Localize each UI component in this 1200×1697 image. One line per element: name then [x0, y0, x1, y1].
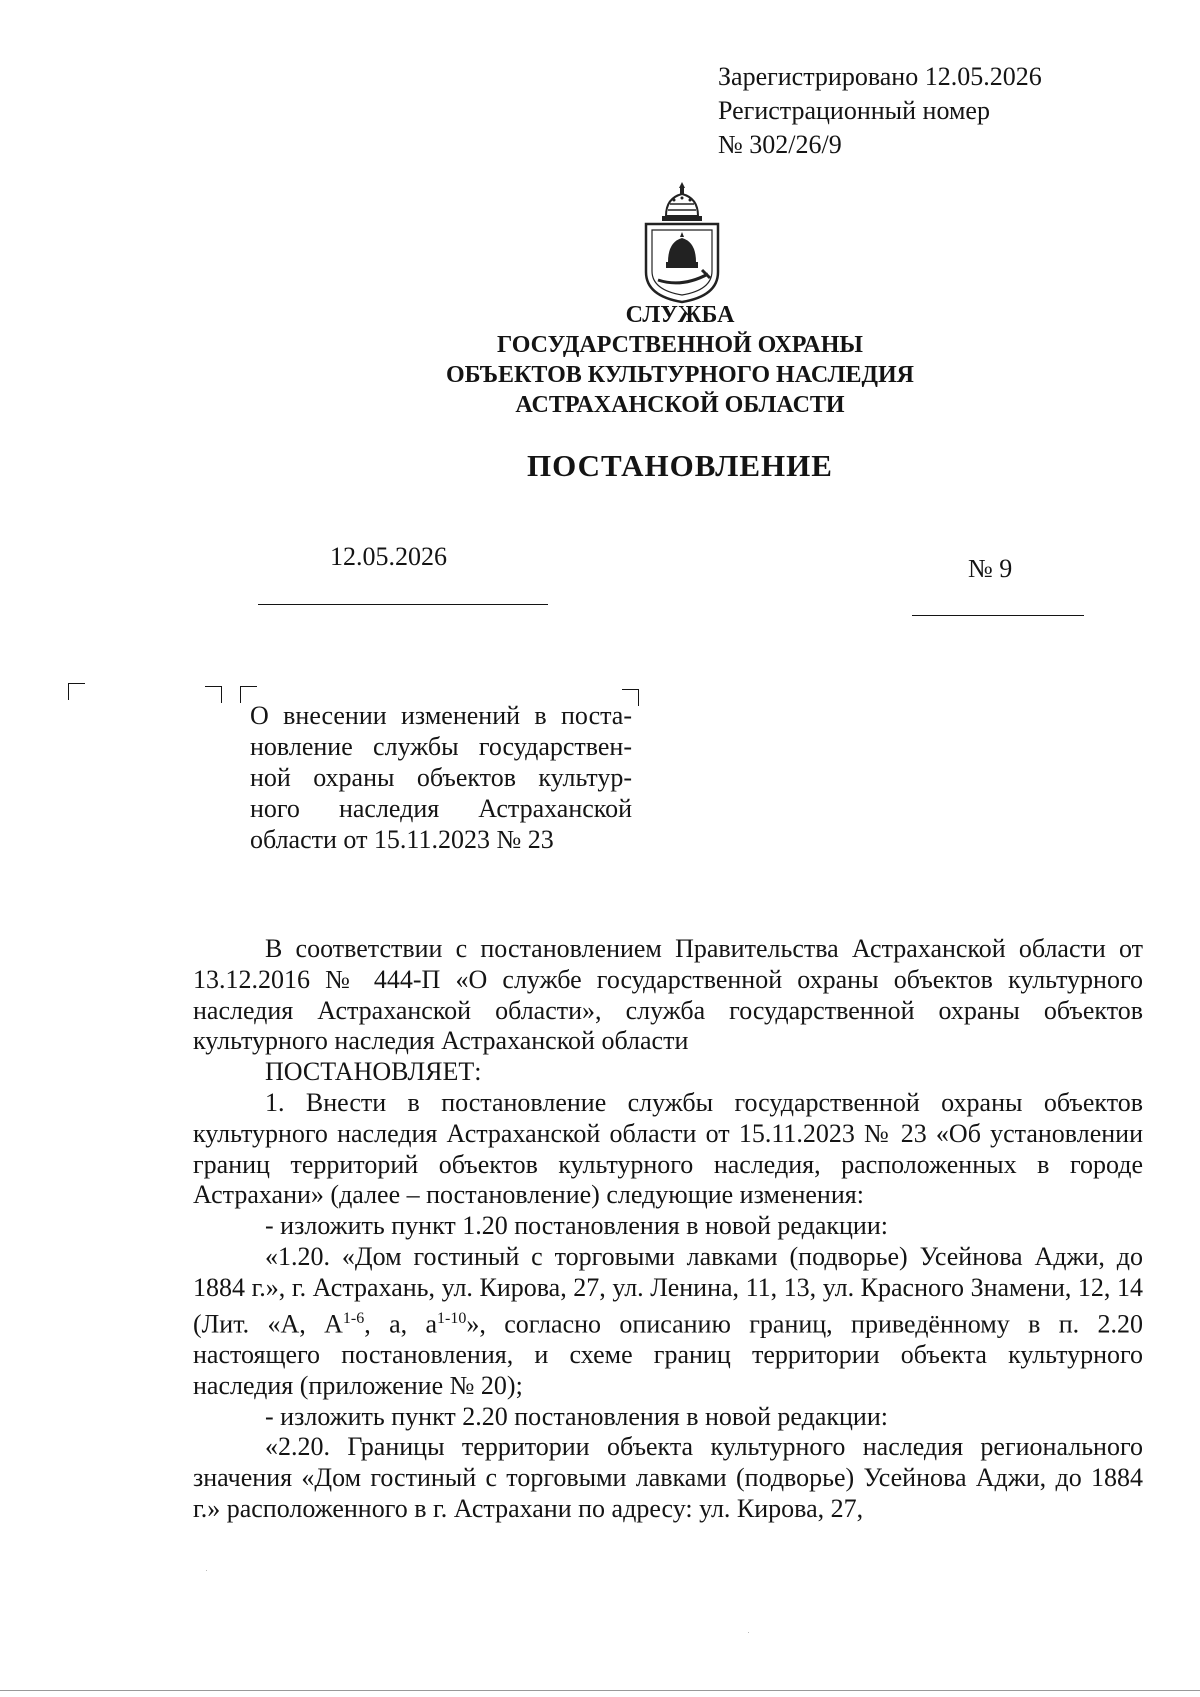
- document-type-title: ПОСТАНОВЛЕНИЕ: [527, 448, 833, 483]
- document-number: № 9: [968, 554, 1013, 583]
- quote-1-paragraph: [193, 1242, 1143, 1402]
- date-underline: [258, 604, 548, 605]
- left-margin-corner-mark: [68, 683, 85, 700]
- quote-1-superscript-b: 1-10: [437, 1309, 467, 1327]
- number-underline: [912, 615, 1084, 616]
- organization-line-4: АСТРАХАНСКОЙ ОБЛАСТИ: [515, 392, 845, 418]
- registration-number: № 302/26/9: [718, 130, 842, 159]
- organization-line-3: ОБЪЕКТОВ КУЛЬТУРНОГО НАСЛЕДИЯ: [446, 362, 914, 388]
- document-date: 12.05.2026: [330, 542, 447, 571]
- quote-1-text-a: «1.20. «Дом гостиный с торговыми лавками (подворье) Усейнова Аджи, до 1884 г.», г. Астрахань, ул. Кирова, 27, ул. Ленина, 11, 13, ул. Красного Знамени, 12, 14 (Лит. «А, А: [193, 1241, 1143, 1339]
- subject-line-4: ного наследия Астраханской: [250, 794, 632, 823]
- organization-line-2: ГОСУДАРСТВЕННОЙ ОХРАНЫ: [497, 332, 863, 358]
- organization-name: [300, 300, 1060, 420]
- quote-1-text-c: », согласно описанию границ, приведённому в п. 2.20 настоящего постановления, и схеме границ территории объекта культурного наследия (приложение № 20);: [193, 1309, 1144, 1400]
- page-bottom-edge: [0, 1690, 1200, 1691]
- subject-line-1: О внесении изменений в поста-: [250, 701, 632, 730]
- scan-speck: [206, 1570, 207, 1571]
- resolves-heading: ПОСТАНОВЛЯЕТ:: [265, 1057, 482, 1087]
- registration-date: Зарегистрировано 12.05.2026: [718, 62, 1042, 91]
- preamble-paragraph: В соответствии с постановлением Правительства Астраханской области от 13.12.2016 № 444-П «О службе государственной охраны объектов культурного наследия Астраханской области», служба государственной охраны объектов культурного наследия Астраханской области: [193, 934, 1143, 1056]
- registration-number-label: Регистрационный номер: [718, 96, 990, 125]
- quote-1-superscript-a: 1-6: [342, 1309, 365, 1327]
- quote-2-paragraph: «2.20. Границы территории объекта культурного наследия регионального значения «Дом гостиный с торговыми лавками (подворье) Усейнова Аджи, до 1884 г.» расположенного в г. Астрахани по адресу: ул. Кирова, 27,: [193, 1432, 1143, 1523]
- bullet-2-paragraph: - изложить пункт 2.20 постановления в новой редакции:: [265, 1401, 888, 1431]
- bullet-1-paragraph: - изложить пункт 1.20 постановления в новой редакции:: [265, 1211, 888, 1241]
- scan-speck: [748, 1632, 749, 1633]
- organization-line-1: СЛУЖБА: [625, 302, 735, 328]
- subject-line-3: ной охраны объектов культур-: [250, 763, 632, 792]
- astrakhan-coat-of-arms-icon: [640, 180, 724, 306]
- subject-line-2: новление службы государствен-: [250, 732, 632, 761]
- quote-1-text-b: , а, а: [364, 1309, 438, 1339]
- document-body: [193, 934, 1143, 1525]
- document-subject: [250, 700, 632, 855]
- item-1-paragraph: 1. Внести в постановление службы государственной охраны объектов культурного наследия Астраханской области от 15.11.2023 № 23 «Об установлении границ территорий объектов культурного наследия, расположенных в городе Астрахани» (далее – постановление) следующие изменения:: [193, 1087, 1143, 1210]
- subject-line-5: области от 15.11.2023 № 23: [250, 825, 554, 854]
- subject-bracket-top-left-a: [205, 686, 222, 703]
- registration-stamp: [718, 60, 1042, 162]
